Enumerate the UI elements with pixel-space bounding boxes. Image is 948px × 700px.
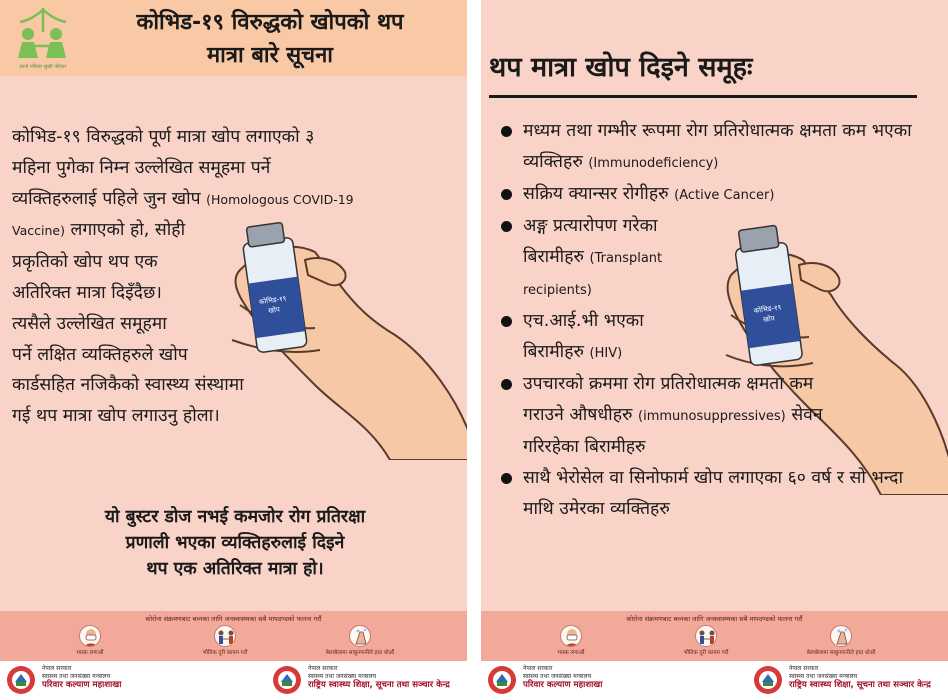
mask-caption: मास्क लगाऔं bbox=[557, 650, 585, 656]
right-title: थप मात्रा खोप दिइने समूहः bbox=[489, 52, 753, 83]
body-line: कोभिड-१९ विरुद्धको पूर्ण मात्रा खोप लगाएको ३ bbox=[12, 127, 315, 147]
footer-icons bbox=[481, 625, 948, 661]
footer-band bbox=[481, 611, 948, 661]
nepal-emblem-icon bbox=[270, 664, 304, 696]
handwash-item bbox=[305, 625, 415, 657]
right-poster bbox=[481, 0, 948, 700]
left-poster bbox=[0, 0, 467, 700]
handwash-caption: बेलाबेलामा साबुनपानीले हात धोऔं bbox=[325, 650, 395, 656]
handwash-caption: बेलाबेलामा साबुनपानीले हात धोऔं bbox=[806, 650, 876, 656]
vial-label-line-2: खोप bbox=[267, 305, 281, 316]
highlight-line: प्रणाली भएका व्यक्तिहरुलाई दिइने bbox=[125, 533, 345, 553]
body-line: व्यक्तिहरुलाई पहिले जुन खोप (Homologous COVID-19 bbox=[12, 188, 354, 209]
handwash-icon bbox=[349, 625, 371, 647]
distance-icon bbox=[214, 625, 236, 647]
distance-item bbox=[170, 625, 280, 657]
list-item: उपचारको क्रममा रोग प्रतिरोधात्मक क्षमता कम गराउने औषधीहरु (immunosuppressives) सेवन गरिरहेका बिरामीहरु bbox=[501, 369, 841, 463]
body-line: अतिरिक्त मात्रा दिइँदैछ। bbox=[12, 282, 162, 303]
org-right: नेपाल सरकार स्वास्थ्य तथा जनसंख्या मन्त्रालय राष्ट्रिय स्वास्थ्य शिक्षा, सूचना तथा सञ्चार केन्द्र bbox=[789, 665, 931, 691]
bullet-icon bbox=[501, 316, 512, 327]
left-highlight-text bbox=[20, 504, 450, 582]
eligible-groups-list bbox=[501, 116, 941, 525]
body-line: गई थप मात्रा खोप लगाउनु होला। bbox=[12, 406, 220, 427]
footer-banner-text: कोरोना संक्रमणबाट बच्नका लागि जनस्वास्थ्यका सबै मापदण्डको पालना गरौं bbox=[145, 615, 322, 623]
handwash-icon bbox=[830, 625, 852, 647]
bullet-icon bbox=[501, 473, 512, 484]
vial-label-line-1: कोभिड-१९ bbox=[258, 294, 287, 307]
body-line: त्यसैले उल्लेखित समूहमा bbox=[12, 313, 167, 334]
footer-band bbox=[0, 611, 467, 661]
logo-caption: सानो परिवार सुखी परिवार bbox=[19, 64, 67, 70]
org-left: नेपाल सरकार स्वास्थ्य तथा जनसंख्या मन्त्रालय परिवार कल्याण महाशाखा bbox=[42, 665, 122, 691]
footer-orgs bbox=[0, 661, 467, 700]
bullet-icon bbox=[501, 126, 512, 137]
title-underline bbox=[489, 95, 917, 98]
left-title-line-2: मात्रा बारे सूचना bbox=[206, 43, 334, 68]
org-left: नेपाल सरकार स्वास्थ्य तथा जनसंख्या मन्त्रालय परिवार कल्याण महाशाखा bbox=[523, 665, 603, 691]
distance-caption: भौतिक दूरी कायम गरौं bbox=[683, 650, 729, 656]
handwash-item bbox=[786, 625, 896, 657]
nepal-emblem-icon bbox=[751, 664, 785, 696]
vial-hand-icon bbox=[220, 210, 467, 460]
mask-item bbox=[35, 625, 145, 657]
body-line: महिना पुगेका निम्न उल्लेखित समूहमा पर्ने bbox=[12, 157, 271, 178]
distance-caption: भौतिक दूरी कायम गरौं bbox=[202, 650, 248, 656]
bullet-icon bbox=[501, 379, 512, 390]
footer-banner-text: कोरोना संक्रमणबाट बच्नका लागि जनस्वास्थ्यका सबै मापदण्डको पालना गरौं bbox=[626, 615, 803, 623]
left-title-line-1: कोभिड-१९ विरुद्धको खोपको थप bbox=[136, 10, 404, 35]
body-line: कार्डसहित नजिकैको स्वास्थ्य संस्थामा bbox=[12, 375, 244, 396]
vial-label-line-1: कोभिड-१९ bbox=[753, 303, 782, 316]
nepal-emblem-icon bbox=[4, 664, 38, 696]
mask-icon bbox=[79, 625, 101, 647]
body-line: प्रकृतिको खोप थप एक bbox=[12, 252, 158, 273]
highlight-line: यो बुस्टर डोज नभई कमजोर रोग प्रतिरक्षा bbox=[104, 507, 366, 527]
vial-label-line-2: खोप bbox=[762, 314, 776, 324]
list-item: साथै भेरोसेल वा सिनोफार्म खोप लगाएका ६० वर्ष र सो भन्दा माथि उमेरका व्यक्तिहरु bbox=[501, 463, 921, 525]
footer-orgs bbox=[481, 661, 948, 700]
list-item: अङ्ग प्रत्यारोपण गरेका बिरामीहरु (Transplant recipients) bbox=[501, 211, 723, 306]
footer-icons bbox=[0, 625, 467, 661]
mask-caption: मास्क लगाऔं bbox=[76, 650, 104, 656]
distance-item bbox=[651, 625, 761, 657]
list-item: मध्यम तथा गम्भीर रूपमा रोग प्रतिरोधात्मक क्षमता कम भएका व्यक्तिहरु (Immunodeficiency) bbox=[501, 116, 921, 179]
mask-icon bbox=[560, 625, 582, 647]
list-item: सक्रिय क्यान्सर रोगीहरु (Active Cancer) bbox=[501, 179, 921, 211]
bullet-icon bbox=[501, 189, 512, 200]
left-header bbox=[0, 0, 467, 76]
org-right: नेपाल सरकार स्वास्थ्य तथा जनसंख्या मन्त्रालय राष्ट्रिय स्वास्थ्य शिक्षा, सूचना तथा सञ्चार केन्द्र bbox=[308, 665, 450, 691]
nepal-emblem-icon bbox=[485, 664, 519, 696]
family-logo-icon bbox=[8, 6, 78, 70]
body-line: Vaccine) लगाएको हो, सोही bbox=[12, 220, 186, 241]
highlight-line: थप एक अतिरिक्त मात्रा हो। bbox=[146, 559, 324, 579]
body-line: पर्ने लक्षित व्यक्तिहरुले खोप bbox=[12, 344, 188, 365]
left-title bbox=[80, 6, 460, 72]
mask-item bbox=[516, 625, 626, 657]
bullet-icon bbox=[501, 221, 512, 232]
list-item: एच.आई.भी भएका बिरामीहरु (HIV) bbox=[501, 306, 701, 369]
distance-icon bbox=[695, 625, 717, 647]
